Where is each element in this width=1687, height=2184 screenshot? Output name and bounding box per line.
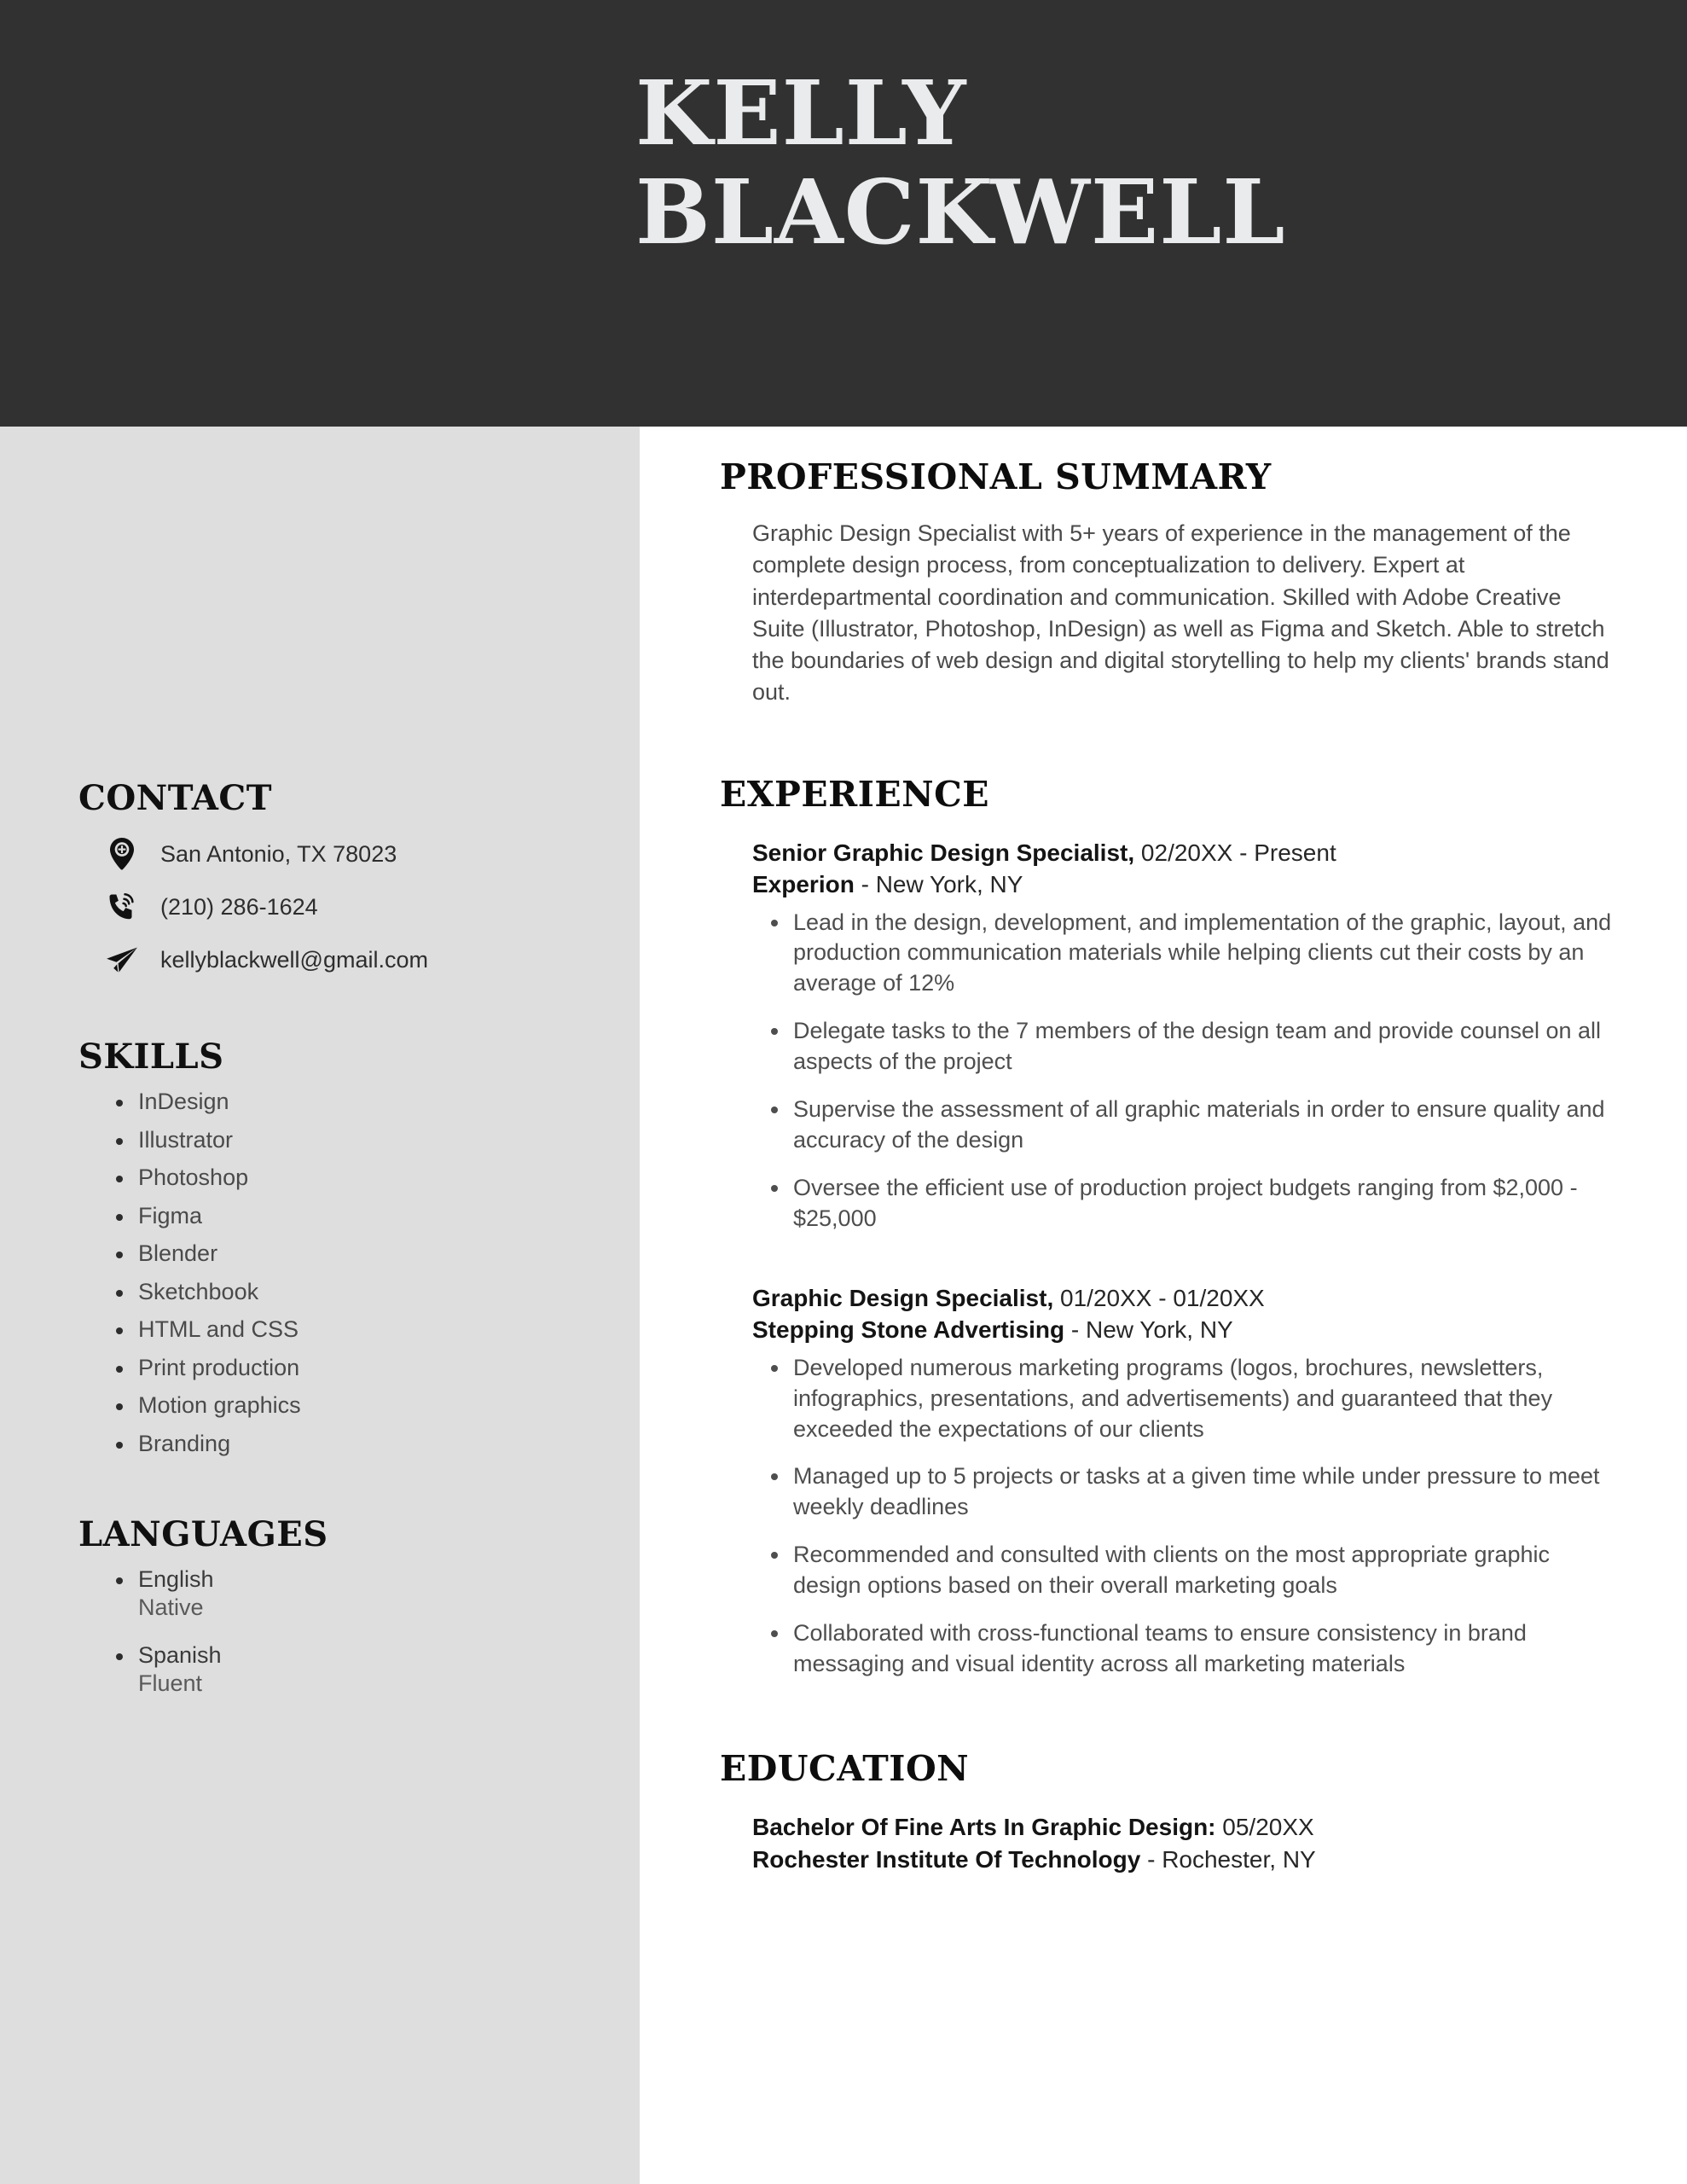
skills-section (78, 1037, 606, 1456)
professional-summary-heading: PROFESSIONAL SUMMARY (720, 456, 1272, 497)
list-item: Collaborated with cross-functional teams to ensure consistency in brand messaging and visual identity across all marketing materials (768, 1618, 1614, 1680)
contact-phone-text: (210) 286-1624 (160, 893, 318, 920)
job-title: Senior Graphic Design Specialist, (752, 839, 1135, 866)
list-item: Photoshop (114, 1165, 606, 1191)
first-name: KELLY (635, 61, 967, 166)
job-company-line (752, 1314, 1614, 1346)
contact-location-text: San Antonio, TX 78023 (160, 840, 397, 867)
professional-summary-section (720, 456, 1614, 709)
paper-plane-email-icon (102, 946, 142, 973)
main-content (640, 456, 1687, 2184)
language-name: English (138, 1566, 214, 1592)
professional-summary-text: Graphic Design Specialist with 5+ years of experience in the management of the complete design process, from conceptualization to delivery. Expert at interdepartmental coordination and communication. Skilled with Adobe Creative Suite (Illustrator, Photoshop, InDesign) as well as Figma and Sketch. Able to stretch the boundaries of web design and digital storytelling to help my clients' brands stand out. (752, 520, 1609, 706)
education-degree-line (752, 1811, 1614, 1844)
last-name: BLACKWELL (635, 160, 1286, 265)
education-entry (752, 1811, 1614, 1876)
job-dates: 01/20XX - 01/20XX (1053, 1284, 1265, 1311)
skills-list (78, 1089, 606, 1456)
language-level: Native (138, 1594, 204, 1620)
education-heading: EDUCATION (720, 1747, 970, 1789)
education-section (720, 1748, 1614, 1876)
job-title: Graphic Design Specialist, (752, 1284, 1054, 1311)
contact-row-location (102, 837, 606, 871)
experience-section (720, 774, 1614, 1680)
location-pin-icon (102, 838, 142, 870)
job-bullet-list (752, 1353, 1614, 1680)
list-item: Supervise the assessment of all graphic materials in order to ensure quality and accuracy of the design (768, 1095, 1614, 1156)
job-location: - New York, NY (854, 871, 1023, 898)
resume-header-banner (0, 0, 1687, 427)
education-school-location: - Rochester, NY (1140, 1845, 1316, 1873)
contact-email-text: kellyblackwell@gmail.com (160, 946, 428, 973)
list-item: Delegate tasks to the 7 members of the design team and provide counsel on all aspects of the project (768, 1016, 1614, 1077)
list-item (114, 1566, 606, 1620)
list-item: Managed up to 5 projects or tasks at a given time while under pressure to meet weekly deadlines (768, 1461, 1614, 1523)
list-item (114, 1642, 606, 1696)
languages-list (78, 1566, 606, 1696)
job-company-line (752, 868, 1614, 901)
sidebar (0, 427, 640, 2184)
contact-row-phone (102, 890, 606, 924)
list-item: InDesign (114, 1089, 606, 1115)
language-name: Spanish (138, 1642, 222, 1668)
job-location: - New York, NY (1064, 1316, 1233, 1344)
experience-entry (752, 837, 1614, 1234)
languages-heading: LANGUAGES (78, 1514, 328, 1554)
skills-heading: SKILLS (78, 1037, 224, 1077)
job-company: Experion (752, 871, 855, 898)
list-item: Illustrator (114, 1127, 606, 1153)
list-item: Print production (114, 1355, 606, 1381)
list-item: Recommended and consulted with clients on the most appropriate graphic design options based on their overall marketing goals (768, 1540, 1614, 1601)
education-school: Rochester Institute Of Technology (752, 1845, 1141, 1873)
list-item: Oversee the efficient use of production project budgets ranging from $2,000 - $25,000 (768, 1173, 1614, 1234)
job-dates: 02/20XX - Present (1134, 839, 1336, 866)
list-item: Branding (114, 1431, 606, 1457)
list-item: Motion graphics (114, 1392, 606, 1419)
experience-heading: EXPERIENCE (720, 773, 990, 815)
contact-row-email (102, 943, 606, 977)
list-item: Developed numerous marketing programs (logos, brochures, newsletters, infographics, presentations, and advertisements) and guaranteed that they exceeded the expectations of our clients (768, 1353, 1614, 1445)
job-company: Stepping Stone Advertising (752, 1316, 1065, 1344)
resume-body (0, 427, 1687, 2184)
job-title-line (752, 837, 1614, 869)
list-item: Figma (114, 1203, 606, 1229)
list-item: Sketchbook (114, 1279, 606, 1305)
job-bullet-list (752, 908, 1614, 1234)
education-degree: Bachelor Of Fine Arts In Graphic Design: (752, 1813, 1216, 1840)
spacer (720, 709, 1614, 774)
job-title-line (752, 1282, 1614, 1315)
contact-heading: CONTACT (78, 778, 272, 818)
education-school-line (752, 1844, 1614, 1876)
languages-section (78, 1514, 606, 1696)
language-level: Fluent (138, 1670, 203, 1696)
experience-entry (752, 1282, 1614, 1680)
contact-section (78, 778, 606, 977)
list-item: HTML and CSS (114, 1316, 606, 1343)
spacer (720, 1697, 1614, 1748)
list-item: Blender (114, 1240, 606, 1267)
phone-icon (102, 892, 142, 922)
list-item: Lead in the design, development, and implementation of the graphic, layout, and production communication materials while helping clients cut their costs by an average of 12% (768, 908, 1614, 1000)
education-degree-date: 05/20XX (1215, 1813, 1314, 1840)
